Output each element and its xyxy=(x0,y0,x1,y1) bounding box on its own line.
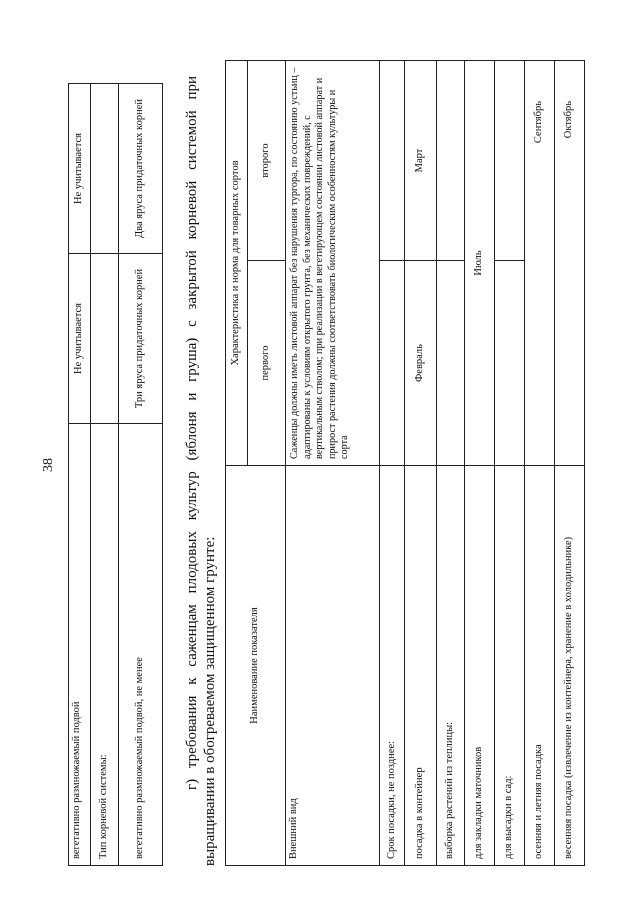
second-grade-cell: Март xyxy=(405,61,437,261)
table-row xyxy=(437,61,465,866)
table-row xyxy=(69,84,91,866)
second-grade-cell: Не учитывается xyxy=(69,84,91,254)
table-row xyxy=(525,61,555,866)
row-label: посадка в контейнер xyxy=(405,466,437,866)
appearance-label: Внешний вид xyxy=(286,466,380,866)
table-row xyxy=(465,61,495,866)
merged-grade-cell: Сентябрь xyxy=(525,61,555,466)
merged-grade-cell: Октябрь xyxy=(555,61,585,466)
first-grade-cell xyxy=(495,261,525,466)
row-label: для закладки маточников xyxy=(465,466,495,866)
characteristic-header: Характеристика и норма для товарных сортов xyxy=(226,61,248,466)
table-row xyxy=(91,84,119,866)
row-label: выборка растений из теплицы: xyxy=(437,466,465,866)
first-grade-cell: Февраль xyxy=(405,261,437,466)
first-grade-cell xyxy=(91,254,119,424)
table-row xyxy=(380,61,405,866)
main-table xyxy=(225,60,585,866)
row-label: Тип корневой системы: xyxy=(91,424,119,866)
first-grade-cell: Не учитывается xyxy=(69,254,91,424)
section-heading: г) требования к саженцам плодовых культур (яблоня и груша) с закрытой корневой системой при выращивании в обогреваемом защищенном грунте: xyxy=(184,76,218,866)
appearance-text: Саженцы должны иметь листовой аппарат без нарушения тургора, по состоянию устьиц – адаптированы к условиям открытого грунта, без механических повреждений, с вертикальным стволом; при реализации в вегетирующем состоянии листовой аппарат и прирост растения должны соответствовать биологическим особенностям культуры и сорта xyxy=(286,61,380,466)
table-row xyxy=(405,61,437,866)
page-number: 38 xyxy=(41,458,56,472)
second-grade-cell xyxy=(495,61,525,261)
table-row xyxy=(495,61,525,866)
top-table xyxy=(68,83,163,866)
first-grade-cell: Три яруса придаточных корней xyxy=(119,254,163,424)
second-grade-cell: Два яруса придаточных корней xyxy=(119,84,163,254)
first-grade-header: первого xyxy=(248,261,286,466)
indicator-header: Наименование показателя xyxy=(226,466,286,866)
second-grade-cell xyxy=(437,61,465,261)
merged-grade-cell: Июль xyxy=(465,61,495,466)
row-label: весенняя посадка (извлечение из контейнера, хранение в холодильнике) xyxy=(555,466,585,866)
second-grade-cell xyxy=(91,84,119,254)
first-grade-cell xyxy=(437,261,465,466)
row-label: вегетативно размножаемый подвой, не менее xyxy=(119,424,163,866)
row-label: осенняя и летняя посадка xyxy=(525,466,555,866)
row-label: вегетативно размножаемый подвой xyxy=(69,424,91,866)
table-row xyxy=(119,84,163,866)
table-row xyxy=(555,61,585,866)
table-row xyxy=(286,61,380,866)
row-label: для высадки в сад: xyxy=(495,466,525,866)
second-grade-header: второго xyxy=(248,61,286,261)
planting-deadline-label: Срок посадки, не позднее: xyxy=(380,466,405,866)
